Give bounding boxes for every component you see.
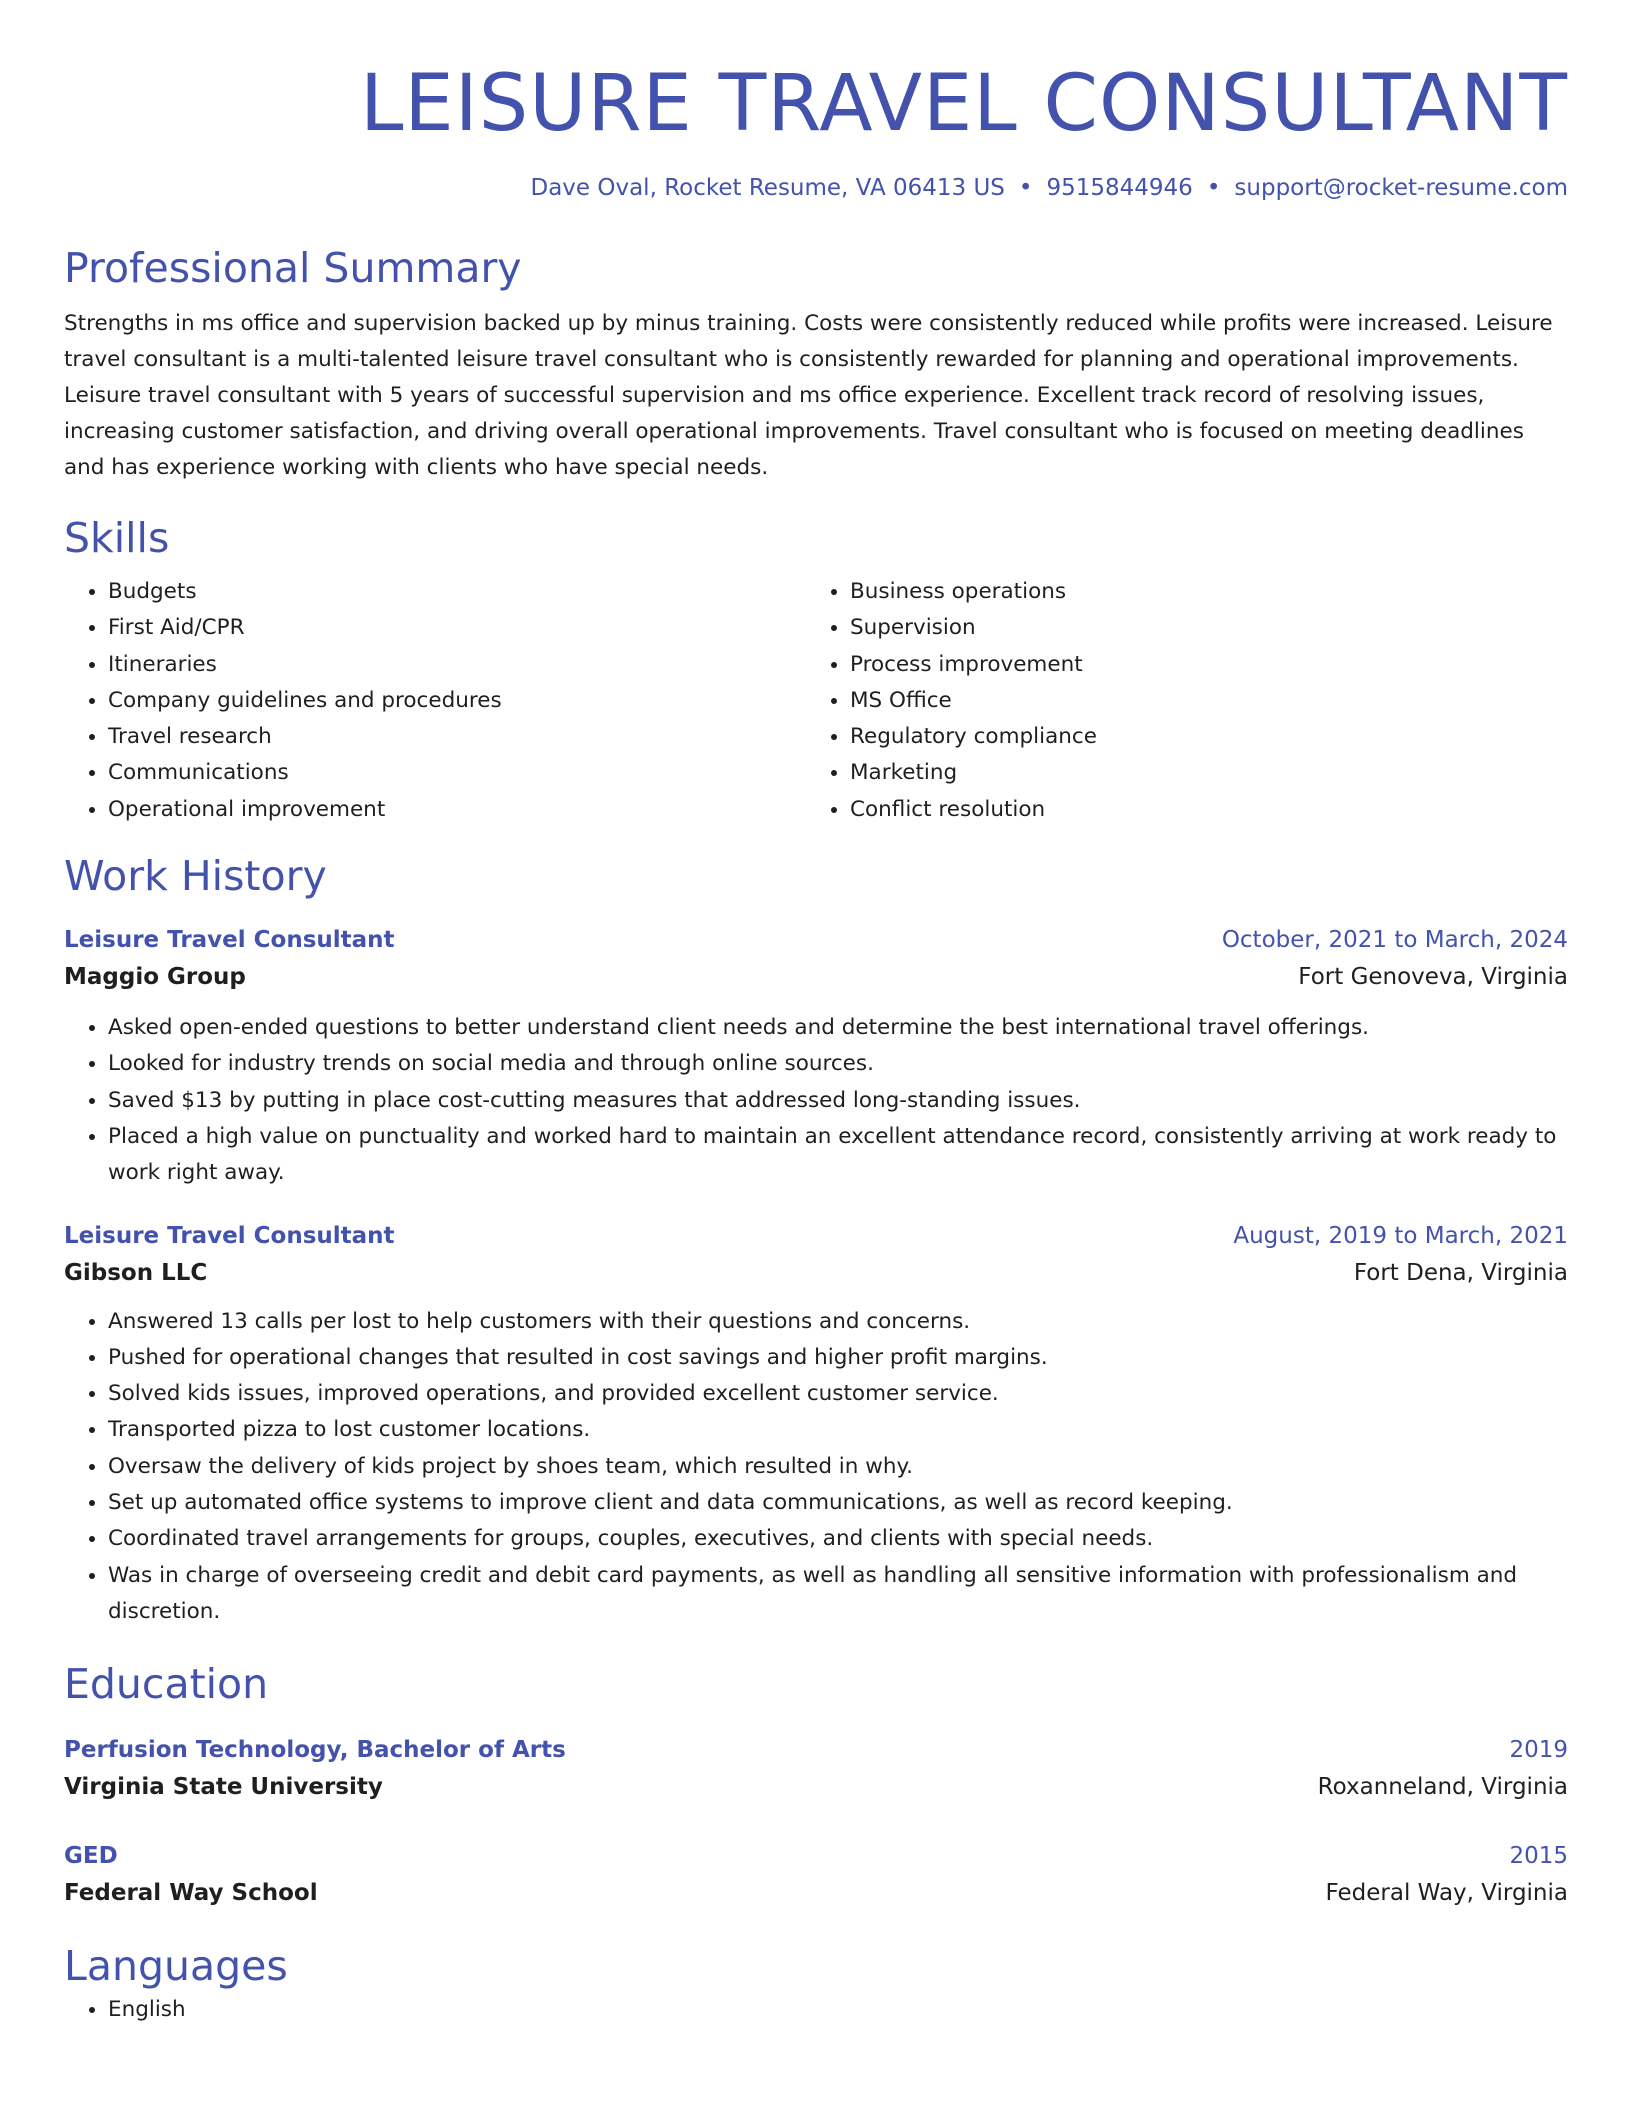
skill-item: • Company guidelines and procedures [108, 683, 806, 719]
job-bullet: • Transported pizza to lost customer locations. [108, 1412, 1568, 1448]
skill-item: • Operational improvement [108, 792, 806, 828]
job-header-row [64, 1218, 1568, 1254]
job-bullet: • Pushed for operational changes that resulted in cost savings and higher profit margins. [108, 1340, 1568, 1376]
job-location: Fort Dena, Virginia [1353, 1259, 1568, 1286]
education-location: Federal Way, Virginia [1325, 1880, 1568, 1907]
job-company-row [64, 1254, 1568, 1292]
job-bullets [64, 1304, 1568, 1631]
job-entry [64, 922, 1568, 1191]
job-bullet: • Was in charge of overseeing credit and debit card payments, as well as handling all sensitive information with professionalism and discretion. [108, 1558, 1568, 1631]
skill-item: • Business operations [850, 574, 1548, 610]
education-year: 2019 [1509, 1737, 1568, 1764]
education-school: Federal Way School [64, 1880, 318, 1907]
skills-heading: Skills [64, 514, 170, 562]
resume-header [64, 56, 1568, 204]
job-bullet: • Solved kids issues, improved operations, and provided excellent customer service. [108, 1376, 1568, 1412]
language-item: • English [108, 1992, 1568, 2028]
job-dates: October, 2021 to March, 2024 [1221, 927, 1568, 954]
skill-item: • MS Office [850, 683, 1548, 719]
education-degree: GED [64, 1843, 118, 1870]
education-header-row [64, 1732, 1568, 1768]
education-year: 2015 [1509, 1843, 1568, 1870]
job-bullet: • Coordinated travel arrangements for groups, couples, executives, and clients with special needs. [108, 1521, 1568, 1557]
skill-item: • Regulatory compliance [850, 719, 1548, 755]
skills-list-right [806, 574, 1548, 828]
education-school-row [64, 1874, 1568, 1912]
job-bullet: • Asked open-ended questions to better understand client needs and determine the best international travel offerings. [108, 1010, 1568, 1046]
education-header-row [64, 1838, 1568, 1874]
skill-item: • Process improvement [850, 647, 1548, 683]
job-bullet: • Looked for industry trends on social media and through online sources. [108, 1046, 1568, 1082]
skill-item: • Marketing [850, 755, 1548, 791]
skill-item: • Itineraries [108, 647, 806, 683]
skills-columns [64, 574, 1568, 828]
contact-separator: • [1206, 175, 1221, 201]
job-bullets [64, 1010, 1568, 1191]
contact-line [64, 172, 1568, 204]
skill-item: • Supervision [850, 610, 1548, 646]
job-company: Gibson LLC [64, 1259, 208, 1286]
contact-separator: • [1018, 175, 1033, 201]
education-school: Virginia State University [64, 1774, 383, 1801]
contact-email: support@rocket-resume.com [1234, 175, 1568, 201]
education-entry [64, 1732, 1568, 1806]
education-entry [64, 1838, 1568, 1912]
education-degree: Perfusion Technology, Bachelor of Arts [64, 1737, 566, 1764]
education-location: Roxanneland, Virginia [1317, 1774, 1568, 1801]
skill-item: • Travel research [108, 719, 806, 755]
job-bullet: • Saved $13 by putting in place cost-cutting measures that addressed long-standing issues. [108, 1083, 1568, 1119]
summary-text: Strengths in ms office and supervision backed up by minus training. Costs were consistently reduced while profits were increased. Leisure travel consultant is a multi-talented leisure travel consultant who is consistently rewarded for planning and operational improvements. Leisure travel consultant with 5 years of successful supervision and ms office experience. Excellent track record of resolving issues, increasing customer satisfaction, and driving overall operational improvements. Travel consultant who is focused on meeting deadlines and has experience working with clients who have special needs. [64, 311, 1553, 480]
contact-phone: 9515844946 [1046, 175, 1193, 201]
job-company: Maggio Group [64, 964, 246, 991]
education-heading: Education [64, 1660, 269, 1709]
job-entry [64, 1218, 1568, 1631]
job-bullet: • Set up automated office systems to improve client and data communications, as well as record keeping. [108, 1485, 1568, 1521]
job-bullet: • Placed a high value on punctuality and worked hard to maintain an excellent attendance record, consistently arriving at work ready to work right away. [108, 1119, 1568, 1192]
skills-list-left [64, 574, 806, 828]
candidate-title: LEISURE TRAVEL CONSULTANT [359, 59, 1568, 149]
education-school-row [64, 1768, 1568, 1806]
skill-item: • Conflict resolution [850, 792, 1548, 828]
languages-heading: Languages [64, 1942, 288, 1991]
job-role: Leisure Travel Consultant [64, 927, 395, 954]
job-company-row [64, 958, 1568, 996]
job-role: Leisure Travel Consultant [64, 1222, 395, 1249]
work-history-heading: Work History [64, 852, 327, 901]
job-dates: August, 2019 to March, 2021 [1233, 1222, 1568, 1249]
job-bullet: • Answered 13 calls per lost to help customers with their questions and concerns. [108, 1304, 1568, 1340]
skill-item: • First Aid/CPR [108, 610, 806, 646]
summary-heading: Professional Summary [64, 244, 522, 292]
skill-item: • Budgets [108, 574, 806, 610]
job-location: Fort Genoveva, Virginia [1298, 964, 1568, 991]
languages-list [64, 1992, 1568, 2028]
skill-item: • Communications [108, 755, 806, 791]
contact-address: Dave Oval, Rocket Resume, VA 06413 US [530, 175, 1005, 201]
job-bullet: • Oversaw the delivery of kids project by shoes team, which resulted in why. [108, 1449, 1568, 1485]
job-header-row [64, 922, 1568, 958]
